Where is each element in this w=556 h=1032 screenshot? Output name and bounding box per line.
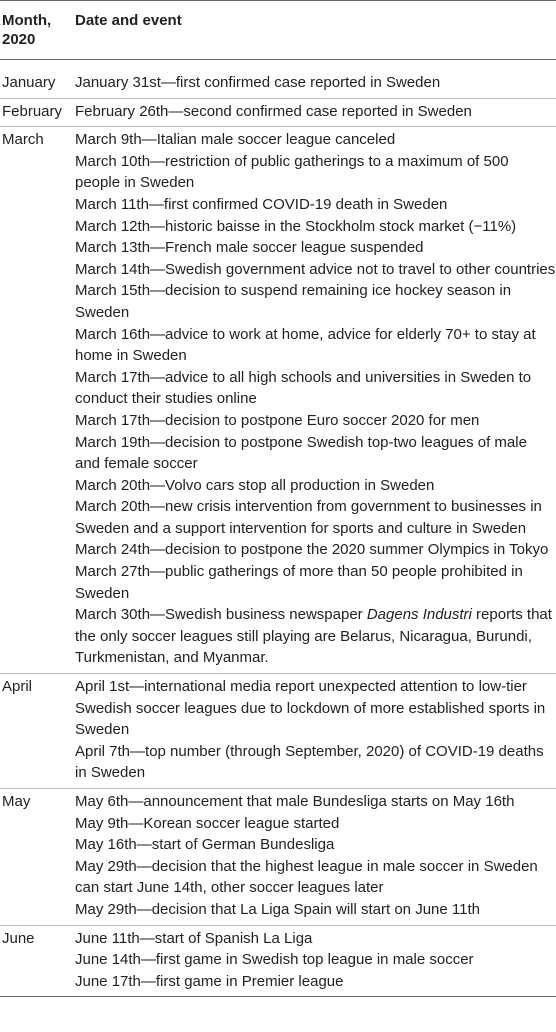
- event-text: March 20th—Volvo cars stop all production in Sweden: [75, 476, 435, 494]
- table-row-april: [0, 674, 556, 789]
- event-text: March 9th—Italian male soccer league canceled: [75, 131, 396, 149]
- events-cell: [75, 98, 556, 127]
- event-entry: [75, 949, 556, 971]
- event-entry: [75, 432, 556, 475]
- event-text: June 17th—first game in Premier league: [75, 972, 344, 990]
- events-cell: [75, 789, 556, 926]
- event-entry: [75, 194, 556, 216]
- month-cell: March: [2, 131, 44, 149]
- event-text: March 30th—Swedish business newspaper: [75, 606, 367, 624]
- event-entry: [75, 604, 556, 669]
- events-cell: [75, 925, 556, 997]
- events-cell: [75, 127, 556, 674]
- event-entry: [75, 834, 556, 856]
- event-text: March 17th—advice to all high schools and universities in Sweden to conduct their studies online: [75, 368, 532, 408]
- event-text: May 9th—Korean soccer league started: [75, 814, 340, 832]
- event-text: March 12th—historic baisse in the Stockholm stock market (−11%): [75, 217, 517, 235]
- month-cell: June: [2, 929, 35, 947]
- event-text: February 26th—second confirmed case reported in Sweden: [75, 102, 472, 120]
- event-text: March 11th—first confirmed COVID-19 death in Sweden: [75, 195, 448, 213]
- table-row-june: [0, 925, 556, 997]
- event-entry: [75, 410, 556, 432]
- events-cell: [75, 60, 556, 99]
- event-text: March 24th—decision to postpone the 2020 summer Olympics in Tokyo: [75, 541, 549, 559]
- event-entry: [75, 101, 556, 123]
- month-cell: January: [2, 74, 56, 91]
- event-entry: [75, 259, 556, 281]
- event-column-header: Date and event: [75, 12, 182, 29]
- table-body: [0, 60, 556, 997]
- event-entry: [75, 237, 556, 259]
- month-header-label: Month,: [2, 12, 52, 29]
- event-text: April 7th—top number (through September, 2020) of COVID-19 deaths in Sweden: [75, 742, 544, 782]
- event-text: reports that the only soccer leagues still playing are Belarus, Nicaragua, Burundi, Turkmenistan, and Myanmar.: [75, 606, 552, 667]
- event-text: January 31st—first confirmed case reported in Sweden: [75, 74, 441, 91]
- event-entry: [75, 324, 556, 367]
- event-entry: [75, 856, 556, 899]
- event-text: March 10th—restriction of public gatherings to a maximum of 500 people in Sweden: [75, 152, 509, 192]
- table-row-march: [0, 127, 556, 674]
- events-cell: [75, 674, 556, 789]
- month-cell: April: [2, 678, 33, 696]
- event-text: May 6th—announcement that male Bundesliga starts on May 16th: [75, 793, 515, 810]
- event-entry: [75, 216, 556, 238]
- event-entry: [75, 496, 556, 539]
- event-entry: [75, 791, 556, 813]
- event-entry: [75, 151, 556, 194]
- event-text: March 19th—decision to postpone Swedish top-two leagues of male and female soccer: [75, 433, 527, 473]
- event-text: March 27th—public gatherings of more than 50 people prohibited in Sweden: [75, 563, 523, 602]
- event-entry: [75, 813, 556, 835]
- event-text: June 14th—first game in Swedish top league in male soccer: [75, 951, 474, 969]
- event-entry: [75, 129, 556, 151]
- event-text: March 17th—decision to postpone Euro soccer 2020 for men: [75, 411, 480, 429]
- event-entry: [75, 367, 556, 410]
- month-header-year: 2020: [2, 31, 36, 48]
- event-entry: [75, 561, 556, 604]
- table-header: [0, 1, 556, 60]
- table-row-may: [0, 789, 556, 926]
- event-entry: [75, 676, 556, 741]
- event-entry: [75, 72, 556, 94]
- event-entry: [75, 899, 556, 921]
- event-text: March 20th—new crisis intervention from government to businesses in Sweden and a support intervention for sports and culture in Sweden: [75, 498, 542, 537]
- event-text: June 11th—start of Spanish La Liga: [75, 929, 313, 947]
- event-italic-text: Dagens Industri: [366, 606, 472, 624]
- month-column-header: [0, 1, 75, 60]
- event-entry: [75, 280, 556, 323]
- event-text: May 16th—start of German Bundesliga: [75, 836, 335, 854]
- event-entry: [75, 475, 556, 497]
- table-row-february: [0, 98, 556, 127]
- event-text: March 13th—French male soccer league suspended: [75, 239, 424, 257]
- month-cell: May: [2, 793, 31, 810]
- table-row-january: [0, 60, 556, 99]
- month-cell: February: [2, 102, 63, 120]
- event-entry: [75, 741, 556, 784]
- event-text: March 14th—Swedish government advice not to travel to other countries: [75, 260, 556, 278]
- event-text: March 15th—decision to suspend remaining ice hockey season in Sweden: [75, 282, 512, 321]
- event-text: March 16th—advice to work at home, advice for elderly 70+ to stay at home in Sweden: [75, 325, 536, 365]
- event-entry: [75, 928, 556, 950]
- event-text: May 29th—decision that La Liga Spain will start on June 11th: [75, 900, 480, 918]
- event-entry: [75, 539, 556, 561]
- event-text: May 29th—decision that the highest league in male soccer in Sweden can start June 14th, other soccer leagues later: [75, 857, 538, 897]
- event-text: April 1st—international media report unexpected attention to low-tier Swedish soccer leagues due to lockdown of more established sports in Sweden: [75, 678, 546, 739]
- event-entry: [75, 971, 556, 993]
